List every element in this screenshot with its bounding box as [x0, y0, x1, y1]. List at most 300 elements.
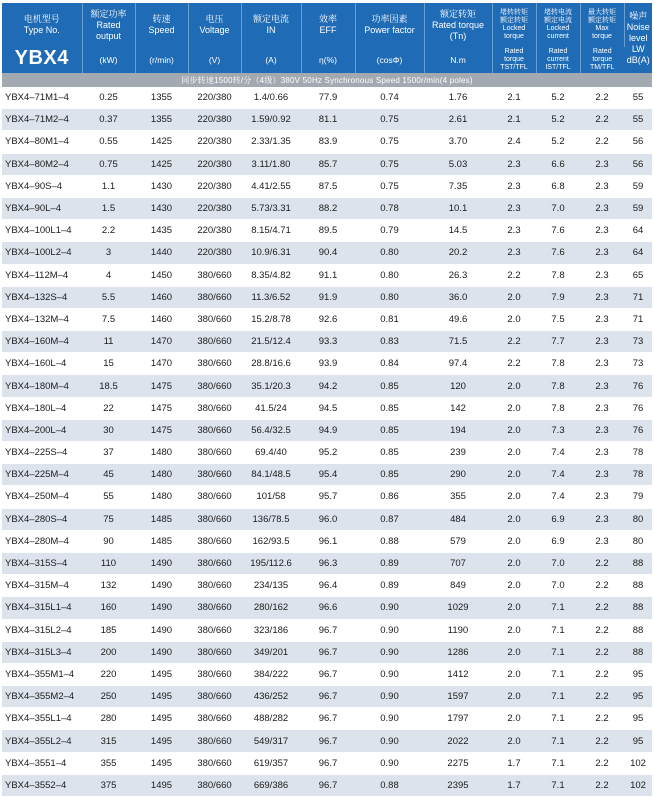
cell-power-factor: 0.89	[355, 552, 424, 574]
cell-efficiency: 81.1	[301, 109, 355, 131]
cell-voltage: 220/380	[188, 220, 241, 242]
cell-noise: 76	[624, 419, 652, 441]
table-row	[2, 530, 652, 552]
cell-noise: 73	[624, 353, 652, 375]
cell-voltage: 380/660	[188, 486, 241, 508]
cell-torque: 194	[424, 419, 492, 441]
cell-model: YBX4–160M–4	[2, 331, 82, 353]
cell-torque: 20.2	[424, 242, 492, 264]
cell-voltage: 220/380	[188, 197, 241, 219]
cell-max-torque: 2.2	[580, 597, 624, 619]
cell-efficiency: 89.5	[301, 220, 355, 242]
cell-power: 22	[82, 397, 135, 419]
cell-current: 549/317	[241, 730, 301, 752]
cell-voltage: 380/660	[188, 397, 241, 419]
cell-max-torque: 2.3	[580, 286, 624, 308]
cell-voltage: 220/380	[188, 153, 241, 175]
cell-max-torque: 2.3	[580, 331, 624, 353]
table-row	[2, 175, 652, 197]
cell-power: 110	[82, 552, 135, 574]
cell-locked-current: 5.2	[536, 131, 580, 153]
table-row	[2, 619, 652, 641]
cell-current: 35.1/20.3	[241, 375, 301, 397]
cell-torque: 1190	[424, 619, 492, 641]
table-row	[2, 353, 652, 375]
cell-locked-torque: 2.0	[492, 442, 536, 464]
cell-current: 84.1/48.5	[241, 464, 301, 486]
cell-model: YBX4–90L–4	[2, 197, 82, 219]
cell-efficiency: 94.2	[301, 375, 355, 397]
cell-speed: 1430	[135, 175, 188, 197]
table-row	[2, 153, 652, 175]
cell-torque: 36.0	[424, 286, 492, 308]
cell-power: 1.1	[82, 175, 135, 197]
cell-torque: 355	[424, 486, 492, 508]
cell-locked-torque: 2.0	[492, 686, 536, 708]
cell-locked-torque: 1.7	[492, 752, 536, 774]
ratio-locked-current	[536, 47, 580, 73]
cell-model: YBX4–200L–4	[2, 419, 82, 441]
cell-voltage: 380/660	[188, 264, 241, 286]
header-noise-en2: level	[628, 32, 648, 43]
table-row	[2, 87, 652, 109]
cell-torque: 2395	[424, 774, 492, 796]
cell-max-torque: 2.2	[580, 663, 624, 685]
cell-current: 234/135	[241, 575, 301, 597]
cell-model: YBX4–112M–4	[2, 264, 82, 286]
cell-locked-torque: 2.0	[492, 530, 536, 552]
cell-locked-current: 7.1	[536, 686, 580, 708]
table-row	[2, 486, 652, 508]
header-power-factor	[355, 3, 424, 47]
header-current	[241, 3, 301, 47]
cell-torque: 579	[424, 530, 492, 552]
cell-current: 8.15/4.71	[241, 220, 301, 242]
cell-voltage: 380/660	[188, 752, 241, 774]
header-noise-en3: LW	[631, 43, 645, 54]
unit-speed: (r/min)	[135, 47, 188, 73]
cell-max-torque: 2.2	[580, 730, 624, 752]
header-power-en1: Rated	[96, 19, 121, 30]
unit-torque: N.m	[424, 47, 492, 73]
header-voltage-en: Voltage	[199, 25, 230, 35]
cell-power: 15	[82, 353, 135, 375]
cell-torque: 49.6	[424, 308, 492, 330]
cell-power: 0.25	[82, 87, 135, 109]
cell-voltage: 380/660	[188, 641, 241, 663]
cell-power-factor: 0.75	[355, 131, 424, 153]
header-speed-en: Speed	[148, 25, 175, 35]
table-row	[2, 242, 652, 264]
table-body	[2, 87, 652, 797]
cell-speed: 1490	[135, 597, 188, 619]
cell-efficiency: 91.9	[301, 286, 355, 308]
cell-locked-current: 7.1	[536, 663, 580, 685]
cell-noise: 76	[624, 375, 652, 397]
header-noise	[624, 3, 652, 73]
cell-current: 5.73/3.31	[241, 197, 301, 219]
table-row	[2, 597, 652, 619]
cell-voltage: 220/380	[188, 109, 241, 131]
cell-torque: 120	[424, 375, 492, 397]
cell-speed: 1425	[135, 153, 188, 175]
cell-speed: 1485	[135, 530, 188, 552]
cell-power-factor: 0.86	[355, 486, 424, 508]
cell-locked-torque: 2.2	[492, 264, 536, 286]
speed-banner-section	[2, 73, 652, 87]
cell-max-torque: 2.2	[580, 752, 624, 774]
cell-current: 11.3/6.52	[241, 286, 301, 308]
cell-efficiency: 94.5	[301, 397, 355, 419]
cell-efficiency: 93.9	[301, 353, 355, 375]
cell-speed: 1425	[135, 131, 188, 153]
cell-model: YBX4–132M–4	[2, 308, 82, 330]
cell-noise: 56	[624, 153, 652, 175]
cell-voltage: 380/660	[188, 619, 241, 641]
cell-current: 323/186	[241, 619, 301, 641]
cell-max-torque: 2.3	[580, 242, 624, 264]
cell-speed: 1490	[135, 619, 188, 641]
header-efficiency	[301, 3, 355, 47]
cell-model: YBX4–315S–4	[2, 552, 82, 574]
cell-current: 488/282	[241, 708, 301, 730]
cell-voltage: 380/660	[188, 464, 241, 486]
cell-noise: 55	[624, 87, 652, 109]
cell-noise: 102	[624, 752, 652, 774]
cell-efficiency: 96.7	[301, 663, 355, 685]
cell-locked-current: 7.1	[536, 774, 580, 796]
ratio-max-torque	[580, 47, 624, 73]
cell-voltage: 380/660	[188, 663, 241, 685]
cell-max-torque: 2.3	[580, 220, 624, 242]
cell-max-torque: 2.3	[580, 508, 624, 530]
cell-efficiency: 96.7	[301, 686, 355, 708]
cell-power: 0.37	[82, 109, 135, 131]
cell-noise: 76	[624, 397, 652, 419]
header-power-cn: 额定功率	[90, 8, 127, 19]
cell-speed: 1355	[135, 109, 188, 131]
speed-banner: 同步转速1500转/分（4级）380V 50Hz Synchronous Speed 1500r/min(4 poles)	[2, 73, 652, 87]
table-row	[2, 708, 652, 730]
cell-power-factor: 0.85	[355, 419, 424, 441]
cell-locked-torque: 2.1	[492, 87, 536, 109]
cell-power-factor: 0.75	[355, 175, 424, 197]
cell-power-factor: 0.80	[355, 286, 424, 308]
cell-noise: 88	[624, 552, 652, 574]
cell-power: 250	[82, 686, 135, 708]
cell-max-torque: 2.2	[580, 109, 624, 131]
cell-locked-torque: 2.0	[492, 308, 536, 330]
cell-power-factor: 0.80	[355, 264, 424, 286]
cell-power: 30	[82, 419, 135, 441]
table-row	[2, 641, 652, 663]
cell-voltage: 380/660	[188, 774, 241, 796]
cell-noise: 95	[624, 663, 652, 685]
cell-locked-torque: 2.0	[492, 419, 536, 441]
cell-locked-torque: 2.3	[492, 175, 536, 197]
cell-voltage: 380/660	[188, 308, 241, 330]
cell-torque: 1286	[424, 641, 492, 663]
header-model-en: Type No.	[23, 25, 60, 35]
cell-locked-current: 7.4	[536, 464, 580, 486]
cell-noise: 59	[624, 175, 652, 197]
cell-torque: 7.35	[424, 175, 492, 197]
cell-torque: 849	[424, 575, 492, 597]
header-efficiency-cn: 效率	[318, 14, 337, 24]
cell-speed: 1440	[135, 242, 188, 264]
cell-locked-current: 7.6	[536, 220, 580, 242]
cell-voltage: 380/660	[188, 530, 241, 552]
cell-model: YBX4–225S–4	[2, 442, 82, 464]
header-noise-unit: dB(A)	[626, 54, 650, 65]
cell-current: 101/58	[241, 486, 301, 508]
cell-current: 384/222	[241, 663, 301, 685]
cell-max-torque: 2.3	[580, 375, 624, 397]
cell-locked-current: 5.2	[536, 87, 580, 109]
cell-power-factor: 0.80	[355, 242, 424, 264]
model-badge-cell	[2, 47, 82, 73]
cell-torque: 71.5	[424, 331, 492, 353]
cell-model: YBX4–250M–4	[2, 486, 82, 508]
cell-locked-current: 5.2	[536, 109, 580, 131]
cell-speed: 1450	[135, 264, 188, 286]
model-badge: YBX4	[14, 47, 69, 69]
cell-torque: 142	[424, 397, 492, 419]
cell-current: 4.41/2.55	[241, 175, 301, 197]
cell-locked-torque: 2.3	[492, 220, 536, 242]
cell-speed: 1485	[135, 508, 188, 530]
cell-locked-current: 7.1	[536, 730, 580, 752]
header-locked-torque	[492, 3, 536, 47]
header-noise-en1: Noise	[626, 21, 650, 32]
cell-noise: 80	[624, 530, 652, 552]
cell-current: 280/162	[241, 597, 301, 619]
cell-efficiency: 96.1	[301, 530, 355, 552]
cell-power: 1.5	[82, 197, 135, 219]
cell-power: 4	[82, 264, 135, 286]
cell-current: 69.4/40	[241, 442, 301, 464]
cell-model: YBX4–315L2–4	[2, 619, 82, 641]
cell-locked-current: 6.6	[536, 153, 580, 175]
cell-locked-current: 7.8	[536, 264, 580, 286]
cell-power-factor: 0.75	[355, 153, 424, 175]
cell-efficiency: 95.7	[301, 486, 355, 508]
cell-speed: 1475	[135, 397, 188, 419]
cell-locked-current: 7.4	[536, 442, 580, 464]
table-row	[2, 264, 652, 286]
header-efficiency-en: EFF	[319, 25, 337, 35]
ratio-max-torque-3: TM/TFL	[590, 64, 615, 71]
cell-current: 162/93.5	[241, 530, 301, 552]
cell-max-torque: 2.3	[580, 175, 624, 197]
cell-locked-current: 7.8	[536, 375, 580, 397]
cell-torque: 10.1	[424, 197, 492, 219]
cell-model: YBX4–315M–4	[2, 575, 82, 597]
table-row	[2, 752, 652, 774]
header-current-cn: 额定电流	[252, 14, 289, 24]
cell-model: YBX4–90S–4	[2, 175, 82, 197]
cell-locked-torque: 2.0	[492, 575, 536, 597]
cell-power: 11	[82, 331, 135, 353]
spec-table	[2, 3, 652, 797]
cell-voltage: 220/380	[188, 131, 241, 153]
cell-efficiency: 95.2	[301, 442, 355, 464]
cell-voltage: 220/380	[188, 87, 241, 109]
ratio-locked-torque	[492, 47, 536, 73]
header-voltage-cn: 电压	[205, 14, 224, 24]
cell-voltage: 380/660	[188, 686, 241, 708]
cell-locked-torque: 2.2	[492, 353, 536, 375]
cell-voltage: 380/660	[188, 508, 241, 530]
header-power-en2: output	[95, 30, 122, 41]
header-locked-current-en2: current	[547, 33, 569, 40]
cell-power-factor: 0.87	[355, 508, 424, 530]
header-max-torque-en1: Max	[595, 25, 609, 32]
cell-speed: 1495	[135, 752, 188, 774]
cell-speed: 1480	[135, 464, 188, 486]
cell-max-torque: 2.2	[580, 708, 624, 730]
cell-current: 1.4/0.66	[241, 87, 301, 109]
cell-speed: 1490	[135, 552, 188, 574]
header-torque-cn: 额定转矩	[439, 8, 476, 19]
cell-efficiency: 96.7	[301, 730, 355, 752]
cell-current: 2.33/1.35	[241, 131, 301, 153]
cell-current: 349/201	[241, 641, 301, 663]
cell-model: YBX4–355L1–4	[2, 708, 82, 730]
cell-efficiency: 92.6	[301, 308, 355, 330]
table-header	[2, 3, 652, 73]
cell-torque: 26.3	[424, 264, 492, 286]
cell-speed: 1495	[135, 708, 188, 730]
cell-locked-torque: 2.0	[492, 375, 536, 397]
cell-locked-torque: 2.0	[492, 708, 536, 730]
cell-speed: 1430	[135, 197, 188, 219]
table-row	[2, 286, 652, 308]
cell-noise: 79	[624, 486, 652, 508]
cell-power: 75	[82, 508, 135, 530]
cell-voltage: 380/660	[188, 708, 241, 730]
cell-efficiency: 83.9	[301, 131, 355, 153]
cell-max-torque: 2.3	[580, 464, 624, 486]
cell-locked-current: 7.3	[536, 419, 580, 441]
cell-speed: 1490	[135, 641, 188, 663]
cell-max-torque: 2.2	[580, 641, 624, 663]
header-locked-current-en1: Locked	[546, 25, 570, 32]
header-max-torque	[580, 3, 624, 47]
cell-power-factor: 0.90	[355, 730, 424, 752]
cell-efficiency: 93.3	[301, 331, 355, 353]
cell-locked-current: 6.8	[536, 175, 580, 197]
cell-model: YBX4–160L–4	[2, 353, 82, 375]
cell-current: 436/252	[241, 686, 301, 708]
cell-torque: 1797	[424, 708, 492, 730]
cell-efficiency: 87.5	[301, 175, 355, 197]
header-power-factor-cn: 功率因素	[371, 14, 408, 24]
cell-model: YBX4–180L–4	[2, 397, 82, 419]
cell-efficiency: 90.4	[301, 242, 355, 264]
cell-torque: 3.70	[424, 131, 492, 153]
cell-locked-torque: 2.0	[492, 619, 536, 641]
ratio-locked-current-1: Rated	[548, 48, 568, 55]
cell-power-factor: 0.90	[355, 619, 424, 641]
cell-speed: 1460	[135, 308, 188, 330]
header-max-torque-cn: 最大转矩	[588, 9, 616, 16]
cell-locked-current: 7.1	[536, 752, 580, 774]
cell-current: 56.4/32.5	[241, 419, 301, 441]
cell-noise: 102	[624, 774, 652, 796]
cell-max-torque: 2.3	[580, 197, 624, 219]
cell-speed: 1480	[135, 442, 188, 464]
cell-current: 1.59/0.92	[241, 109, 301, 131]
cell-voltage: 220/380	[188, 175, 241, 197]
cell-voltage: 380/660	[188, 552, 241, 574]
header-speed-cn: 转速	[152, 14, 171, 24]
cell-current: 669/386	[241, 774, 301, 796]
header-locked-torque-en1: Locked	[502, 25, 526, 32]
cell-current: 15.2/8.78	[241, 308, 301, 330]
cell-max-torque: 2.3	[580, 153, 624, 175]
cell-power: 45	[82, 464, 135, 486]
cell-efficiency: 91.1	[301, 264, 355, 286]
cell-voltage: 220/380	[188, 242, 241, 264]
cell-power-factor: 0.89	[355, 575, 424, 597]
header-speed	[135, 3, 188, 47]
cell-power: 200	[82, 641, 135, 663]
table-row	[2, 197, 652, 219]
table-row	[2, 686, 652, 708]
cell-locked-current: 7.1	[536, 641, 580, 663]
cell-model: YBX4–132S–4	[2, 286, 82, 308]
header-locked-current-cn: 堵转电流	[544, 9, 572, 16]
cell-locked-torque: 2.3	[492, 153, 536, 175]
unit-efficiency: η(%)	[301, 47, 355, 73]
cell-torque: 1412	[424, 663, 492, 685]
cell-model: YBX4–315L3–4	[2, 641, 82, 663]
cell-torque: 97.4	[424, 353, 492, 375]
cell-power: 5.5	[82, 286, 135, 308]
header-locked-torque-cn: 堵转转矩	[500, 9, 528, 16]
cell-efficiency: 96.7	[301, 774, 355, 796]
table-row	[2, 464, 652, 486]
cell-speed: 1490	[135, 575, 188, 597]
cell-power: 90	[82, 530, 135, 552]
header-power	[82, 3, 135, 47]
cell-model: YBX4–355L2–4	[2, 730, 82, 752]
cell-noise: 64	[624, 242, 652, 264]
cell-power-factor: 0.88	[355, 530, 424, 552]
cell-efficiency: 94.9	[301, 419, 355, 441]
cell-power-factor: 0.74	[355, 87, 424, 109]
header-voltage	[188, 3, 241, 47]
cell-speed: 1475	[135, 419, 188, 441]
cell-locked-current: 7.4	[536, 486, 580, 508]
cell-power-factor: 0.81	[355, 308, 424, 330]
unit-power: (kW)	[82, 47, 135, 73]
cell-locked-torque: 2.3	[492, 197, 536, 219]
table-row	[2, 552, 652, 574]
cell-noise: 59	[624, 197, 652, 219]
cell-model: YBX4–80M1–4	[2, 131, 82, 153]
cell-locked-current: 7.7	[536, 331, 580, 353]
cell-speed: 1495	[135, 686, 188, 708]
cell-noise: 88	[624, 641, 652, 663]
cell-max-torque: 2.3	[580, 308, 624, 330]
table-row	[2, 131, 652, 153]
ratio-locked-torque-1: Rated	[504, 48, 524, 55]
cell-speed: 1355	[135, 87, 188, 109]
table-row	[2, 730, 652, 752]
cell-noise: 95	[624, 686, 652, 708]
